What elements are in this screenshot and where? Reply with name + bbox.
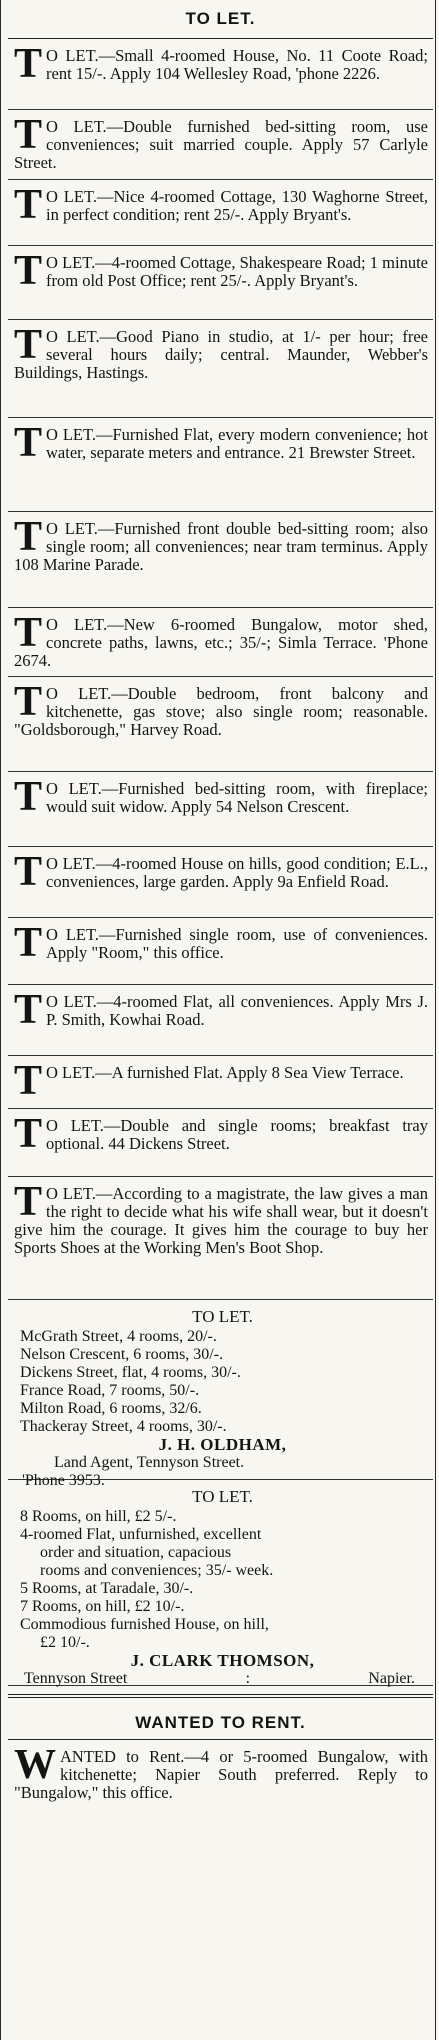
ad-enfield-road [8,847,433,918]
oldham-line: Nelson Crescent, 6 rooms, 30/-. [20,1346,224,1363]
drop-cap: T [14,1179,43,1225]
ad-waghorne-street [8,180,433,246]
oldham-line: McGrath Street, 4 rooms, 20/-. [20,1328,217,1345]
drop-cap: T [14,849,43,895]
oldham-phone: 'Phone 3953. [22,1472,105,1489]
ad-text: O LET.—4-roomed House on hills, good condition; E.L., conveniences, large garden. Apply 9a Enfield Road. [46,854,428,891]
thomson-title: TO LET. [192,1487,253,1506]
ad-text: O LET.—Double bedroom, front balcony and kitchenette, gas stove; also single room; reasonable. "Goldsborough," Harvey Road. [14,684,428,739]
left-column-rule [0,0,1,2040]
ad-wanted-bungalow [8,1740,433,1832]
ad-nelson-crescent [8,772,433,847]
thomson-line: Commodious furnished House, on hill, [20,1616,269,1633]
thomson-line: order and situation, capacious [40,1544,232,1561]
ad-working-mens-boot-shop [8,1177,433,1300]
thomson-town: Napier. [368,1670,415,1687]
drop-cap: T [14,1058,43,1104]
thomson-street: Tennyson Street [24,1670,128,1687]
thomson-line: 4-roomed Flat, unfurnished, excellent [20,1526,262,1543]
oldham-agent-name: J. H. OLDHAM, [158,1435,287,1454]
ad-text: O LET.—4-roomed Cottage, Shakespeare Road; 1 minute from old Post Office; rent 25/-. Apply Bryant's. [46,253,428,290]
oldham-title: TO LET. [192,1307,253,1326]
ad-text: O LET.—New 6-roomed Bungalow, motor shed, concrete paths, lawns, etc.; 35/-; Simla Terrace. 'Phone 2674. [14,615,428,670]
thomson-line: £2 10/-. [40,1634,90,1651]
ad-text: O LET.—4-roomed Flat, all conveniences. Apply Mrs J. P. Smith, Kowhai Road. [46,992,428,1029]
ad-text: O LET.—Good Piano in studio, at 1/- per hour; free several hours daily; central. Maunder, Webber's Buildings, Hastings. [14,327,428,382]
ad-shakespeare-road [8,246,433,320]
ad-text: O LET.—Nice 4-roomed Cottage, 130 Waghorne Street, in perfect condition; rent 25/-. Apply Bryant's. [46,187,428,224]
ad-text: O LET.—According to a magistrate, the law gives a man the right to decide what his wife shall wear, but it doesn't give him the courage. It gives him the courage to buy her Sports Shoes at the Working Men's Boot Shop. [14,1184,428,1257]
oldham-line: Thackeray Street, 4 rooms, 30/-. [20,1418,227,1435]
ad-carlyle-street [8,110,433,180]
thomson-line: 7 Rooms, on hill, £2 10/-. [20,1598,185,1615]
drop-cap: T [14,41,43,87]
thomson-line: 8 Rooms, on hill, £2 5/-. [20,1508,177,1525]
drop-cap: T [14,987,43,1033]
ad-text: O LET.—Furnished single room, use of conveniences. Apply "Room," this office. [46,925,428,962]
ad-text: ANTED to Rent.—4 or 5-roomed Bungalow, with kitchenette; Napier South preferred. Reply to "Bungalow," this office. [14,1747,428,1802]
ad-text: O LET.—Double furnished bed-sitting room, use conveniences; suit married couple. Apply 57 Carlyle Street. [14,117,428,172]
drop-cap: T [14,774,43,820]
to-let-ads-list [8,39,433,1300]
ad-text: O LET.—Double and single rooms; breakfast tray optional. 44 Dickens Street. [46,1116,428,1153]
drop-cap: T [14,248,43,294]
drop-cap: T [14,112,43,158]
thomson-address-row [20,1670,425,1688]
right-column-rule [435,0,436,2040]
drop-cap: T [14,420,43,466]
ad-text: O LET.—A furnished Flat. Apply 8 Sea View Terrace. [46,1063,404,1082]
ad-text: O LET.—Furnished front double bed-sitting room; also single room; all conveniences; near tram terminus. Apply 108 Marine Parade. [14,519,428,574]
drop-cap: T [14,182,43,228]
ad-kowhai-road [8,985,433,1056]
oldham-agent-address: Land Agent, Tennyson Street. [54,1454,245,1471]
ad-harvey-road [8,677,433,772]
to-let-heading: TO LET. [8,0,433,39]
ad-piano-studio [8,320,433,418]
oldham-listing [8,1300,433,1489]
thomson-separator: : [245,1670,251,1687]
thomson-line: 5 Rooms, at Taradale, 30/-. [20,1580,194,1597]
ad-dickens-street [8,1109,433,1177]
thomson-line: rooms and conveniences; 35/- week. [40,1562,274,1579]
thomson-listing [8,1480,433,1686]
drop-cap: W [14,1742,56,1788]
ad-text: O LET.—Furnished bed-sitting room, with fireplace; would suit widow. Apply 54 Nelson Crescent. [46,779,428,816]
oldham-line: Dickens Street, flat, 4 rooms, 30/-. [20,1364,241,1381]
ad-room-this-office [8,918,433,985]
thomson-agent-name: J. CLARK THOMSON, [130,1651,315,1670]
oldham-line: France Road, 7 rooms, 50/-. [20,1382,200,1399]
drop-cap: T [14,514,43,560]
ad-text: O LET.—Furnished Flat, every modern convenience; hot water, separate meters and entrance. 21 Brewster Street. [46,425,428,462]
ad-text: O LET.—Small 4-roomed House, No. 11 Coote Road; rent 15/-. Apply 104 Wellesley Road, 'phone 2226. [46,46,428,83]
ad-sea-view-terrace [8,1056,433,1109]
wanted-to-rent-heading: WANTED TO RENT. [8,1694,433,1740]
drop-cap: T [14,1111,43,1157]
drop-cap: T [14,322,43,368]
ad-brewster-street [8,418,433,512]
ad-simla-terrace [8,608,433,677]
oldham-line: Milton Road, 6 rooms, 32/6. [20,1400,202,1417]
ad-marine-parade [8,512,433,608]
drop-cap: T [14,920,43,966]
drop-cap: T [14,679,43,725]
ad-coote-road [8,39,433,110]
drop-cap: T [14,610,43,656]
